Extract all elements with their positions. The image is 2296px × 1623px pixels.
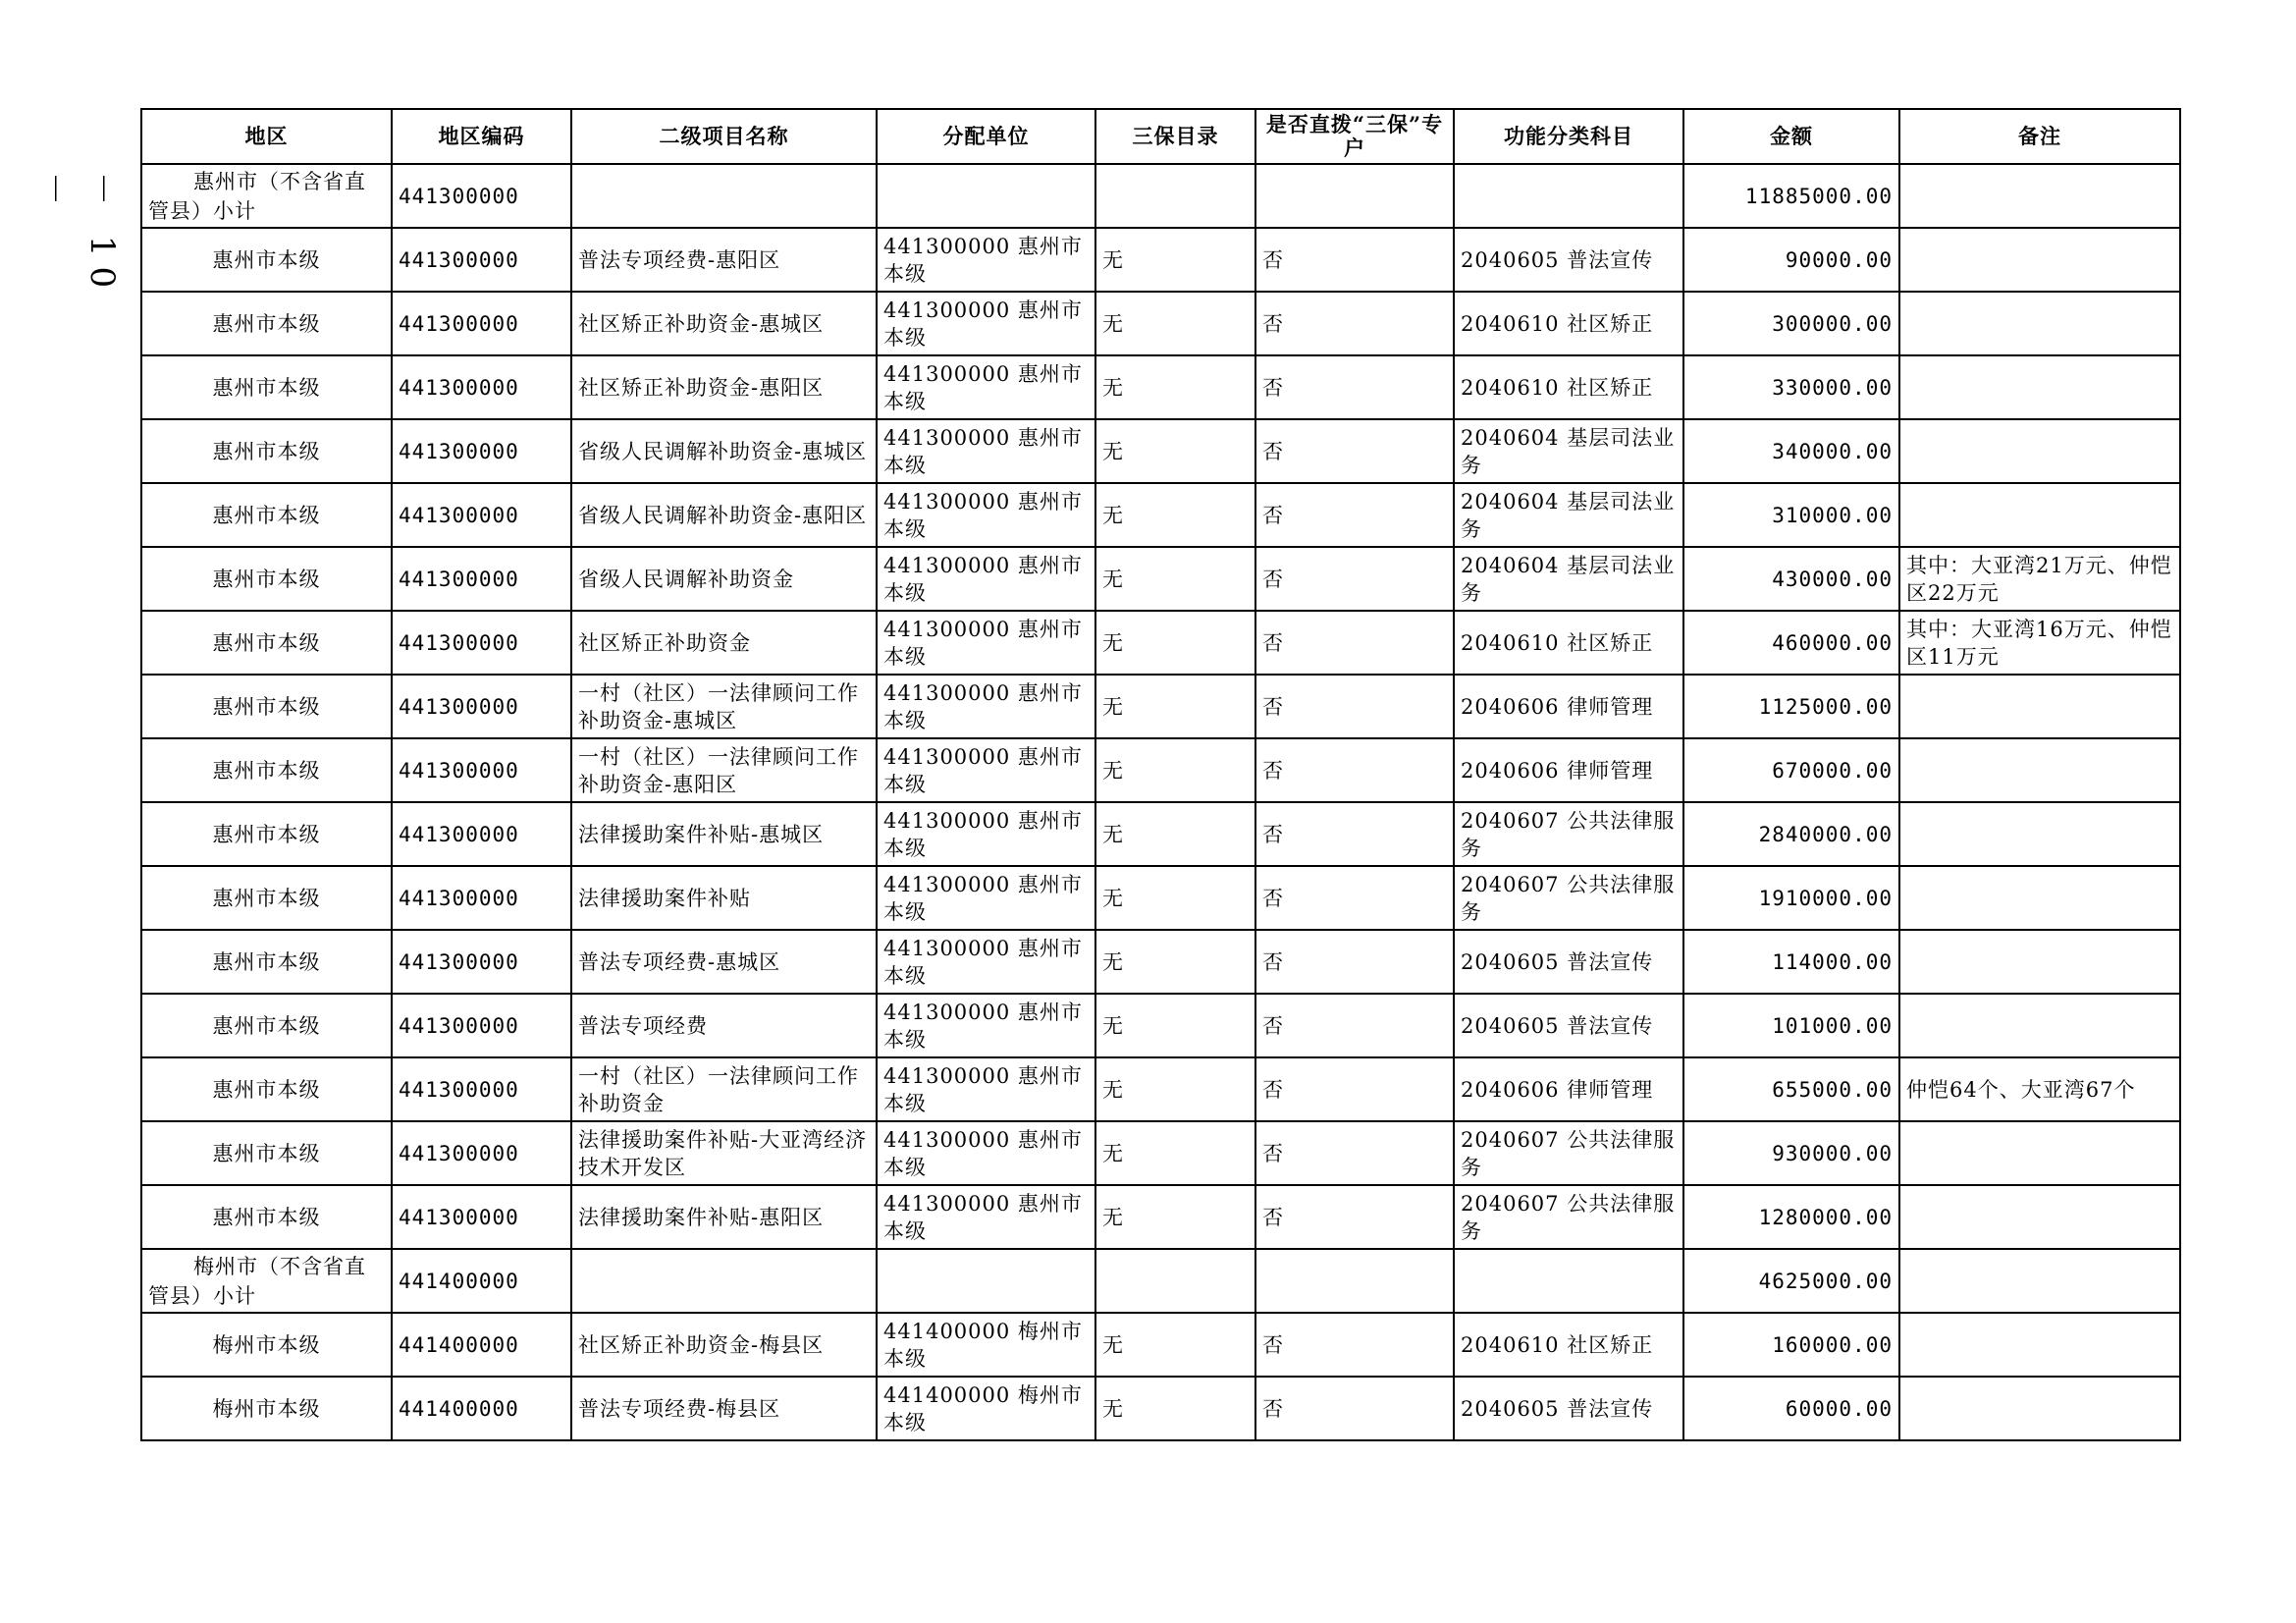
header-region: 地区 <box>141 109 392 164</box>
cell-direct-transfer: 否 <box>1255 355 1454 419</box>
cell-project-name: 普法专项经费-惠城区 <box>571 930 877 994</box>
cell-project-name: 省级人民调解补助资金-惠城区 <box>571 419 877 483</box>
cell-project-name: 一村（社区）一法律顾问工作补助资金-惠阳区 <box>571 738 877 802</box>
cell-remarks <box>1899 930 2180 994</box>
cell-region-code: 441300000 <box>392 228 571 292</box>
header-remarks: 备注 <box>1899 109 2180 164</box>
cell-remarks <box>1899 228 2180 292</box>
cell-remarks <box>1899 866 2180 930</box>
page-number: － 10 － <box>34 172 122 298</box>
cell-allocation-unit: 441300000 惠州市本级 <box>877 483 1095 547</box>
cell-region-code: 441300000 <box>392 1057 571 1121</box>
cell-region-code: 441300000 <box>392 1121 571 1185</box>
cell-amount: 2840000.00 <box>1683 802 1899 866</box>
cell-function-category <box>1454 1249 1683 1313</box>
cell-function-category: 2040606 律师管理 <box>1454 675 1683 738</box>
cell-region-code: 441400000 <box>392 1377 571 1440</box>
cell-amount: 101000.00 <box>1683 994 1899 1057</box>
cell-project-name <box>571 1249 877 1313</box>
cell-remarks <box>1899 1121 2180 1185</box>
cell-sanbao-catalog: 无 <box>1095 292 1255 355</box>
cell-region: 惠州市本级 <box>141 866 392 930</box>
cell-sanbao-catalog: 无 <box>1095 1057 1255 1121</box>
cell-region-code: 441300000 <box>392 292 571 355</box>
table-row <box>141 675 2180 738</box>
cell-direct-transfer: 否 <box>1255 994 1454 1057</box>
cell-project-name: 社区矫正补助资金-惠阳区 <box>571 355 877 419</box>
cell-remarks <box>1899 675 2180 738</box>
cell-direct-transfer: 否 <box>1255 675 1454 738</box>
cell-project-name: 法律援助案件补贴-惠城区 <box>571 802 877 866</box>
header-region-code: 地区编码 <box>392 109 571 164</box>
cell-allocation-unit: 441300000 惠州市本级 <box>877 738 1095 802</box>
cell-function-category: 2040610 社区矫正 <box>1454 611 1683 675</box>
cell-remarks <box>1899 1249 2180 1313</box>
cell-allocation-unit: 441300000 惠州市本级 <box>877 1057 1095 1121</box>
cell-sanbao-catalog: 无 <box>1095 611 1255 675</box>
cell-function-category: 2040607 公共法律服务 <box>1454 866 1683 930</box>
cell-project-name: 省级人民调解补助资金 <box>571 547 877 611</box>
cell-amount: 90000.00 <box>1683 228 1899 292</box>
cell-region: 惠州市本级 <box>141 483 392 547</box>
cell-region: 惠州市本级 <box>141 228 392 292</box>
cell-sanbao-catalog: 无 <box>1095 802 1255 866</box>
cell-project-name: 一村（社区）一法律顾问工作补助资金 <box>571 1057 877 1121</box>
cell-direct-transfer: 否 <box>1255 738 1454 802</box>
table-row <box>141 419 2180 483</box>
cell-region-code: 441300000 <box>392 866 571 930</box>
cell-region-code: 441300000 <box>392 611 571 675</box>
cell-function-category <box>1454 164 1683 228</box>
cell-region: 惠州市本级 <box>141 419 392 483</box>
cell-region: 惠州市本级 <box>141 547 392 611</box>
cell-region-code: 441300000 <box>392 419 571 483</box>
table-row <box>141 483 2180 547</box>
cell-remarks <box>1899 355 2180 419</box>
cell-project-name: 普法专项经费-梅县区 <box>571 1377 877 1440</box>
cell-function-category: 2040605 普法宣传 <box>1454 994 1683 1057</box>
cell-project-name: 法律援助案件补贴 <box>571 866 877 930</box>
cell-sanbao-catalog: 无 <box>1095 419 1255 483</box>
cell-amount: 670000.00 <box>1683 738 1899 802</box>
cell-function-category: 2040604 基层司法业务 <box>1454 547 1683 611</box>
cell-region-code: 441300000 <box>392 1185 571 1249</box>
cell-project-name: 普法专项经费 <box>571 994 877 1057</box>
cell-allocation-unit: 441400000 梅州市本级 <box>877 1313 1095 1377</box>
header-project-name: 二级项目名称 <box>571 109 877 164</box>
cell-remarks: 其中：大亚湾16万元、仲恺区11万元 <box>1899 611 2180 675</box>
cell-region-code: 441400000 <box>392 1313 571 1377</box>
cell-allocation-unit: 441300000 惠州市本级 <box>877 547 1095 611</box>
cell-region: 惠州市本级 <box>141 738 392 802</box>
cell-amount: 430000.00 <box>1683 547 1899 611</box>
cell-region: 梅州市本级 <box>141 1313 392 1377</box>
header-allocation-unit: 分配单位 <box>877 109 1095 164</box>
cell-amount: 330000.00 <box>1683 355 1899 419</box>
cell-direct-transfer: 否 <box>1255 1313 1454 1377</box>
cell-amount: 930000.00 <box>1683 1121 1899 1185</box>
cell-remarks <box>1899 483 2180 547</box>
cell-remarks <box>1899 164 2180 228</box>
cell-project-name: 社区矫正补助资金-梅县区 <box>571 1313 877 1377</box>
cell-amount: 11885000.00 <box>1683 164 1899 228</box>
cell-sanbao-catalog: 无 <box>1095 994 1255 1057</box>
table-row <box>141 292 2180 355</box>
cell-remarks <box>1899 994 2180 1057</box>
cell-region: 惠州市本级 <box>141 611 392 675</box>
cell-allocation-unit: 441300000 惠州市本级 <box>877 228 1095 292</box>
table-row <box>141 1185 2180 1249</box>
cell-region: 惠州市本级 <box>141 930 392 994</box>
cell-region-code: 441300000 <box>392 802 571 866</box>
cell-sanbao-catalog: 无 <box>1095 675 1255 738</box>
cell-function-category: 2040610 社区矫正 <box>1454 292 1683 355</box>
cell-allocation-unit: 441300000 惠州市本级 <box>877 1185 1095 1249</box>
table-row <box>141 1313 2180 1377</box>
cell-region: 惠州市本级 <box>141 802 392 866</box>
cell-sanbao-catalog <box>1095 1249 1255 1313</box>
cell-direct-transfer: 否 <box>1255 1057 1454 1121</box>
cell-project-name: 法律援助案件补贴-惠阳区 <box>571 1185 877 1249</box>
cell-region: 惠州市本级 <box>141 675 392 738</box>
cell-region: 梅州市（不含省直管县）小计 <box>141 1249 392 1313</box>
table-row <box>141 866 2180 930</box>
cell-direct-transfer: 否 <box>1255 930 1454 994</box>
cell-direct-transfer: 否 <box>1255 292 1454 355</box>
cell-remarks: 仲恺64个、大亚湾67个 <box>1899 1057 2180 1121</box>
cell-function-category: 2040610 社区矫正 <box>1454 355 1683 419</box>
allocation-table <box>140 108 2181 1441</box>
table-header-row <box>141 109 2180 164</box>
table-row <box>141 547 2180 611</box>
cell-project-name: 普法专项经费-惠阳区 <box>571 228 877 292</box>
cell-function-category: 2040604 基层司法业务 <box>1454 483 1683 547</box>
cell-amount: 4625000.00 <box>1683 1249 1899 1313</box>
cell-direct-transfer: 否 <box>1255 1121 1454 1185</box>
cell-project-name: 社区矫正补助资金 <box>571 611 877 675</box>
cell-direct-transfer: 否 <box>1255 547 1454 611</box>
cell-region-code: 441300000 <box>392 994 571 1057</box>
cell-direct-transfer: 否 <box>1255 419 1454 483</box>
cell-direct-transfer: 否 <box>1255 866 1454 930</box>
cell-remarks: 其中：大亚湾21万元、仲恺区22万元 <box>1899 547 2180 611</box>
cell-allocation-unit: 441400000 梅州市本级 <box>877 1377 1095 1440</box>
cell-allocation-unit: 441300000 惠州市本级 <box>877 930 1095 994</box>
cell-amount: 340000.00 <box>1683 419 1899 483</box>
cell-region-code: 441300000 <box>392 930 571 994</box>
cell-sanbao-catalog: 无 <box>1095 866 1255 930</box>
cell-allocation-unit: 441300000 惠州市本级 <box>877 611 1095 675</box>
cell-sanbao-catalog: 无 <box>1095 1377 1255 1440</box>
cell-remarks <box>1899 292 2180 355</box>
table-row <box>141 802 2180 866</box>
cell-allocation-unit: 441300000 惠州市本级 <box>877 419 1095 483</box>
cell-amount: 114000.00 <box>1683 930 1899 994</box>
cell-function-category: 2040605 普法宣传 <box>1454 930 1683 994</box>
cell-function-category: 2040605 普法宣传 <box>1454 228 1683 292</box>
cell-project-name: 社区矫正补助资金-惠城区 <box>571 292 877 355</box>
subtotal-row <box>141 164 2180 228</box>
cell-direct-transfer: 否 <box>1255 802 1454 866</box>
header-amount: 金额 <box>1683 109 1899 164</box>
cell-sanbao-catalog: 无 <box>1095 1185 1255 1249</box>
cell-direct-transfer: 否 <box>1255 483 1454 547</box>
cell-function-category: 2040604 基层司法业务 <box>1454 419 1683 483</box>
cell-project-name: 法律援助案件补贴-大亚湾经济技术开发区 <box>571 1121 877 1185</box>
table-row <box>141 355 2180 419</box>
cell-allocation-unit <box>877 1249 1095 1313</box>
cell-sanbao-catalog: 无 <box>1095 547 1255 611</box>
cell-region-code: 441400000 <box>392 1249 571 1313</box>
cell-region: 惠州市本级 <box>141 1121 392 1185</box>
cell-region: 惠州市本级 <box>141 355 392 419</box>
cell-region: 惠州市（不含省直管县）小计 <box>141 164 392 228</box>
cell-amount: 160000.00 <box>1683 1313 1899 1377</box>
cell-remarks <box>1899 1377 2180 1440</box>
cell-direct-transfer <box>1255 164 1454 228</box>
cell-project-name <box>571 164 877 228</box>
cell-allocation-unit <box>877 164 1095 228</box>
cell-amount: 300000.00 <box>1683 292 1899 355</box>
cell-region: 惠州市本级 <box>141 292 392 355</box>
table-body <box>141 164 2180 1440</box>
table-row <box>141 994 2180 1057</box>
cell-sanbao-catalog: 无 <box>1095 930 1255 994</box>
cell-function-category: 2040607 公共法律服务 <box>1454 802 1683 866</box>
cell-sanbao-catalog: 无 <box>1095 483 1255 547</box>
cell-sanbao-catalog: 无 <box>1095 228 1255 292</box>
cell-amount: 460000.00 <box>1683 611 1899 675</box>
table-row <box>141 1121 2180 1185</box>
cell-function-category: 2040610 社区矫正 <box>1454 1313 1683 1377</box>
cell-sanbao-catalog: 无 <box>1095 1313 1255 1377</box>
cell-function-category: 2040607 公共法律服务 <box>1454 1121 1683 1185</box>
table-row <box>141 1377 2180 1440</box>
cell-region-code: 441300000 <box>392 675 571 738</box>
cell-sanbao-catalog: 无 <box>1095 738 1255 802</box>
table-row <box>141 1057 2180 1121</box>
cell-sanbao-catalog: 无 <box>1095 355 1255 419</box>
cell-allocation-unit: 441300000 惠州市本级 <box>877 292 1095 355</box>
cell-direct-transfer: 否 <box>1255 228 1454 292</box>
cell-amount: 1280000.00 <box>1683 1185 1899 1249</box>
cell-amount: 1125000.00 <box>1683 675 1899 738</box>
cell-project-name: 省级人民调解补助资金-惠阳区 <box>571 483 877 547</box>
cell-direct-transfer <box>1255 1249 1454 1313</box>
cell-allocation-unit: 441300000 惠州市本级 <box>877 994 1095 1057</box>
cell-remarks <box>1899 802 2180 866</box>
cell-direct-transfer: 否 <box>1255 1185 1454 1249</box>
cell-remarks <box>1899 1185 2180 1249</box>
cell-allocation-unit: 441300000 惠州市本级 <box>877 1121 1095 1185</box>
cell-region-code: 441300000 <box>392 164 571 228</box>
cell-amount: 1910000.00 <box>1683 866 1899 930</box>
table-row <box>141 228 2180 292</box>
cell-amount: 655000.00 <box>1683 1057 1899 1121</box>
cell-allocation-unit: 441300000 惠州市本级 <box>877 675 1095 738</box>
cell-function-category: 2040606 律师管理 <box>1454 738 1683 802</box>
cell-sanbao-catalog: 无 <box>1095 1121 1255 1185</box>
table-row <box>141 738 2180 802</box>
cell-region: 惠州市本级 <box>141 1057 392 1121</box>
cell-amount: 60000.00 <box>1683 1377 1899 1440</box>
cell-region-code: 441300000 <box>392 483 571 547</box>
cell-remarks <box>1899 419 2180 483</box>
header-function-category: 功能分类科目 <box>1454 109 1683 164</box>
header-direct-transfer: 是否直拨“三保”专户 <box>1255 109 1454 164</box>
cell-region: 惠州市本级 <box>141 1185 392 1249</box>
cell-region: 惠州市本级 <box>141 994 392 1057</box>
cell-region-code: 441300000 <box>392 738 571 802</box>
cell-function-category: 2040607 公共法律服务 <box>1454 1185 1683 1249</box>
cell-amount: 310000.00 <box>1683 483 1899 547</box>
cell-function-category: 2040605 普法宣传 <box>1454 1377 1683 1440</box>
subtotal-row <box>141 1249 2180 1313</box>
cell-allocation-unit: 441300000 惠州市本级 <box>877 355 1095 419</box>
cell-direct-transfer: 否 <box>1255 1377 1454 1440</box>
cell-allocation-unit: 441300000 惠州市本级 <box>877 802 1095 866</box>
cell-allocation-unit: 441300000 惠州市本级 <box>877 866 1095 930</box>
cell-remarks <box>1899 738 2180 802</box>
cell-remarks <box>1899 1313 2180 1377</box>
cell-region-code: 441300000 <box>392 547 571 611</box>
cell-region: 梅州市本级 <box>141 1377 392 1440</box>
cell-function-category: 2040606 律师管理 <box>1454 1057 1683 1121</box>
table-row <box>141 611 2180 675</box>
header-sanbao-catalog: 三保目录 <box>1095 109 1255 164</box>
cell-sanbao-catalog <box>1095 164 1255 228</box>
cell-direct-transfer: 否 <box>1255 611 1454 675</box>
cell-region-code: 441300000 <box>392 355 571 419</box>
table-row <box>141 930 2180 994</box>
cell-project-name: 一村（社区）一法律顾问工作补助资金-惠城区 <box>571 675 877 738</box>
